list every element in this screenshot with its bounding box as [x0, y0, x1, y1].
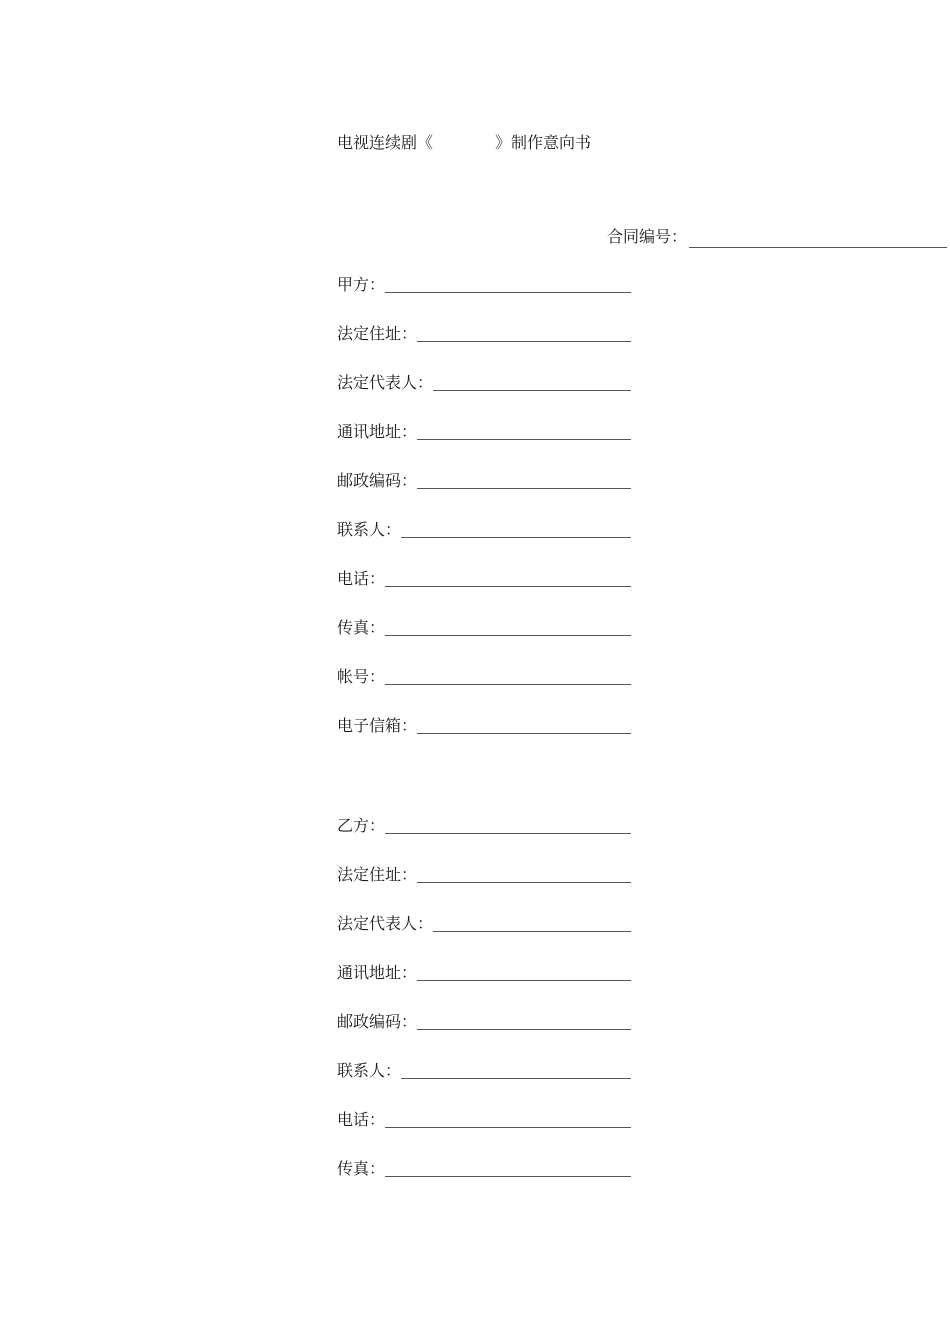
title-prefix: 电视连续剧《	[337, 133, 434, 152]
field-blank[interactable]	[401, 1064, 631, 1079]
field-blank[interactable]	[417, 425, 631, 440]
field-blank[interactable]	[385, 670, 631, 685]
field-blank[interactable]	[385, 1113, 631, 1128]
party-a-email-field	[337, 715, 631, 737]
field-blank[interactable]	[401, 523, 631, 538]
party-a-postcode-field	[337, 470, 631, 492]
party-a-fax-field	[337, 617, 631, 639]
title-suffix: 》制作意向书	[495, 133, 592, 152]
field-label: 通讯地址：	[337, 963, 418, 982]
field-blank[interactable]	[417, 474, 631, 489]
party-a-mailing-address-field	[337, 421, 631, 443]
field-label: 邮政编码：	[337, 1012, 418, 1031]
field-blank[interactable]	[433, 376, 631, 391]
field-blank[interactable]	[417, 868, 631, 883]
field-blank[interactable]	[385, 1162, 631, 1177]
party-b-legal-address-field	[337, 864, 631, 886]
field-blank[interactable]	[433, 917, 631, 932]
party-b-name-field	[337, 815, 631, 837]
party-a-legal-rep-field	[337, 372, 631, 394]
party-a-phone-field	[337, 568, 631, 590]
field-blank[interactable]	[417, 966, 631, 981]
field-label: 法定住址：	[337, 865, 418, 884]
party-a-account-field	[337, 666, 631, 688]
contract-number-field	[607, 226, 947, 248]
field-blank[interactable]	[417, 1015, 631, 1030]
party-a-contact-field	[337, 519, 631, 541]
party-a-legal-address-field	[337, 323, 631, 345]
field-label: 联系人：	[337, 1061, 402, 1080]
field-label: 法定住址：	[337, 324, 418, 343]
field-blank[interactable]	[385, 572, 631, 587]
field-label: 传真：	[337, 1159, 386, 1178]
field-blank[interactable]	[385, 819, 631, 834]
party-b-contact-field	[337, 1060, 631, 1082]
party-b-postcode-field	[337, 1011, 631, 1033]
field-label: 联系人：	[337, 520, 402, 539]
field-label: 法定代表人：	[337, 914, 434, 933]
contract-number-blank[interactable]	[689, 233, 947, 248]
field-label: 传真：	[337, 618, 386, 637]
party-a-name-field	[337, 274, 631, 296]
document-title	[337, 132, 591, 154]
party-b-legal-rep-field	[337, 913, 631, 935]
party-b-mailing-address-field	[337, 962, 631, 984]
field-label: 乙方：	[337, 816, 386, 835]
field-blank[interactable]	[385, 621, 631, 636]
field-label: 甲方：	[337, 275, 386, 294]
field-label: 邮政编码：	[337, 471, 418, 490]
field-label: 电话：	[337, 569, 386, 588]
field-label: 电子信箱：	[337, 716, 418, 735]
party-b-fax-field	[337, 1158, 631, 1180]
field-label: 电话：	[337, 1110, 386, 1129]
contract-number-label: 合同编号：	[607, 227, 688, 246]
field-blank[interactable]	[417, 327, 631, 342]
party-b-phone-field	[337, 1109, 631, 1131]
field-blank[interactable]	[417, 719, 631, 734]
field-blank[interactable]	[385, 278, 631, 293]
field-label: 通讯地址：	[337, 422, 418, 441]
field-label: 帐号：	[337, 667, 386, 686]
field-label: 法定代表人：	[337, 373, 434, 392]
